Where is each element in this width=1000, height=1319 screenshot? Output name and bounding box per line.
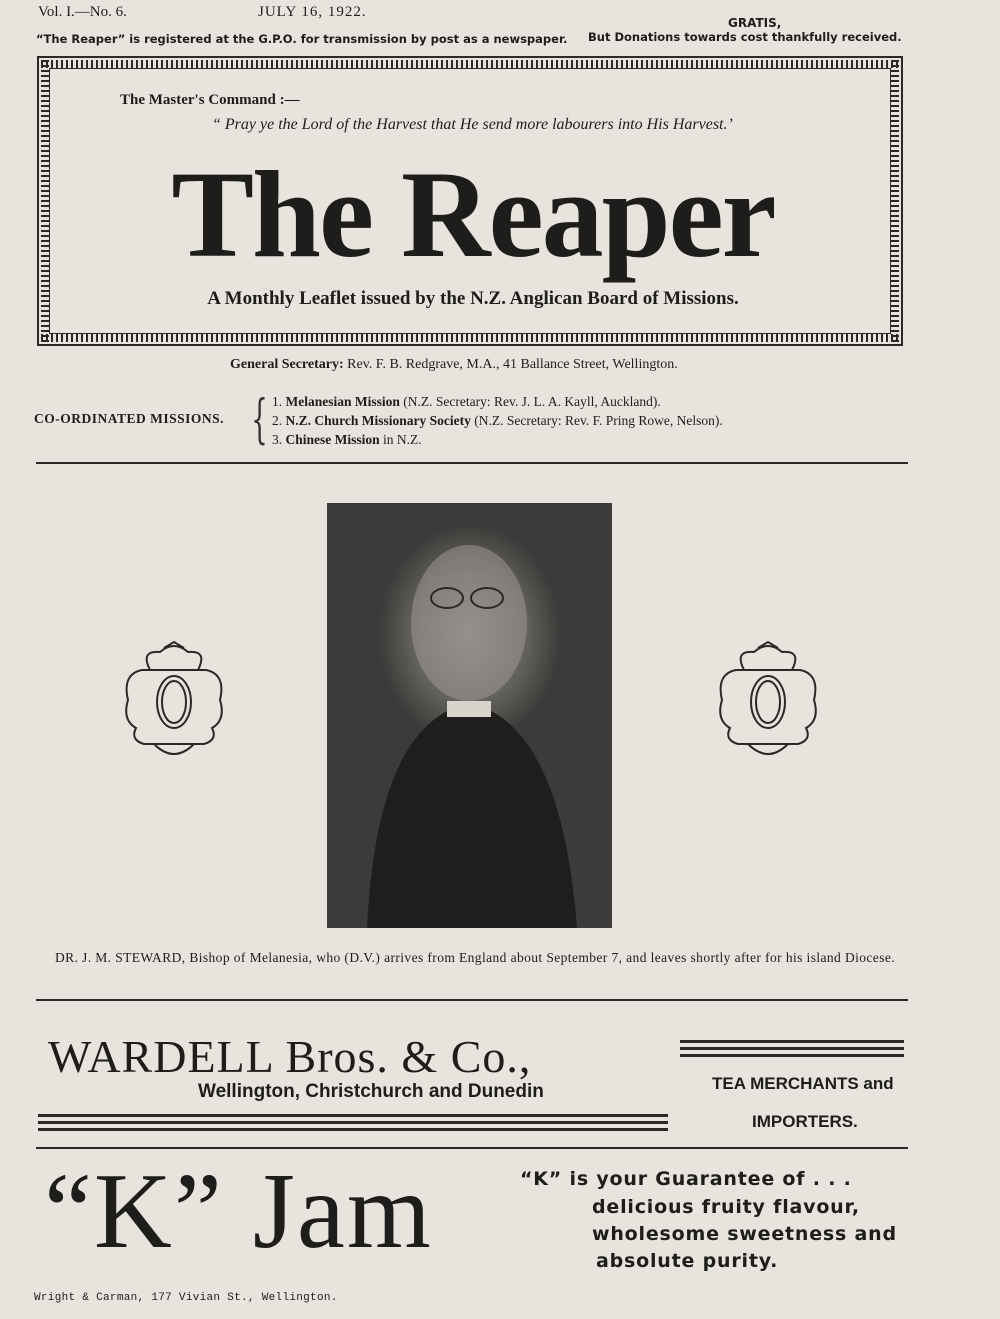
decorative-rule [38,1121,668,1124]
general-secretary-value: Rev. F. B. Redgrave, M.A., 41 Ballance Street, Wellington. [347,357,678,372]
wardell-cities: Wellington, Christchurch and Dunedin [198,1081,544,1102]
volume-number: Vol. I.—No. 6. [38,4,127,20]
masters-command-label: The Master's Command :— [120,92,300,108]
registration-note: “The Reaper” is registered at the G.P.O. for transmission by post as a newspaper. [36,32,568,46]
decorative-rule [680,1047,904,1050]
list-item: 2. N.Z. Church Missionary Society (N.Z. Secretary: Rev. F. Pring Rowe, Nelson). [272,413,723,428]
bishop-portrait-photo [327,503,612,928]
k-jam-line: “K” is your Guarantee of . . . [520,1168,852,1190]
decorative-rule [38,1114,668,1117]
decorative-rule [680,1054,904,1057]
cartouche-ornament-left [120,640,228,768]
missions-list [272,392,723,449]
brace-glyph: { [251,390,268,450]
k-jam-line: delicious fruity flavour, [592,1196,860,1218]
wardell-trade-line2: IMPORTERS. [752,1112,858,1131]
printer-imprint: Wright & Carman, 177 Vivian St., Wellington. [34,1292,338,1304]
k-jam-line: absolute purity. [596,1250,779,1272]
publication-title: The Reaper [171,146,775,283]
publication-subtitle: A Monthly Leaflet issued by the N.Z. Anglican Board of Missions. [207,288,739,309]
divider [36,999,908,1001]
divider [36,1147,908,1149]
portrait-figure [327,503,612,928]
divider [36,462,908,464]
cartouche-ornament-right [714,640,822,768]
border-ornament-right [891,60,899,342]
k-jam-headline: “K” Jam [44,1152,433,1271]
wardell-company-name: WARDELL Bros. & Co., [48,1031,532,1082]
donations-note: But Donations towards cost thankfully received. [588,30,902,44]
missions-label: CO-ORDINATED MISSIONS. [34,411,225,426]
border-ornament-left [41,60,49,342]
issue-date: JULY 16, 1922. [258,4,367,20]
general-secretary-label: General Secretary: [230,357,344,372]
general-secretary [230,357,678,373]
decorative-rule [680,1040,904,1043]
k-jam-line: wholesome sweetness and [592,1223,897,1245]
border-ornament-top [41,60,899,68]
list-item: 1. Melanesian Mission (N.Z. Secretary: Rev. J. L. A. Kayll, Auckland). [272,394,661,409]
photo-caption: DR. J. M. STEWARD, Bishop of Melanesia, who (D.V.) arrives from England about September 7, and leaves shortly after for his island Diocese. [54,950,896,965]
list-item: 3. Chinese Mission in N.Z. [272,432,422,447]
scripture-quote: “ Pray ye the Lord of the Harvest that He send more labourers into His Harvest.’ [212,116,733,133]
decorative-rule [38,1128,668,1131]
border-ornament-bottom [41,334,899,342]
gratis-note: GRATIS, [728,16,782,30]
wardell-trade-line1: TEA MERCHANTS and [712,1074,894,1093]
